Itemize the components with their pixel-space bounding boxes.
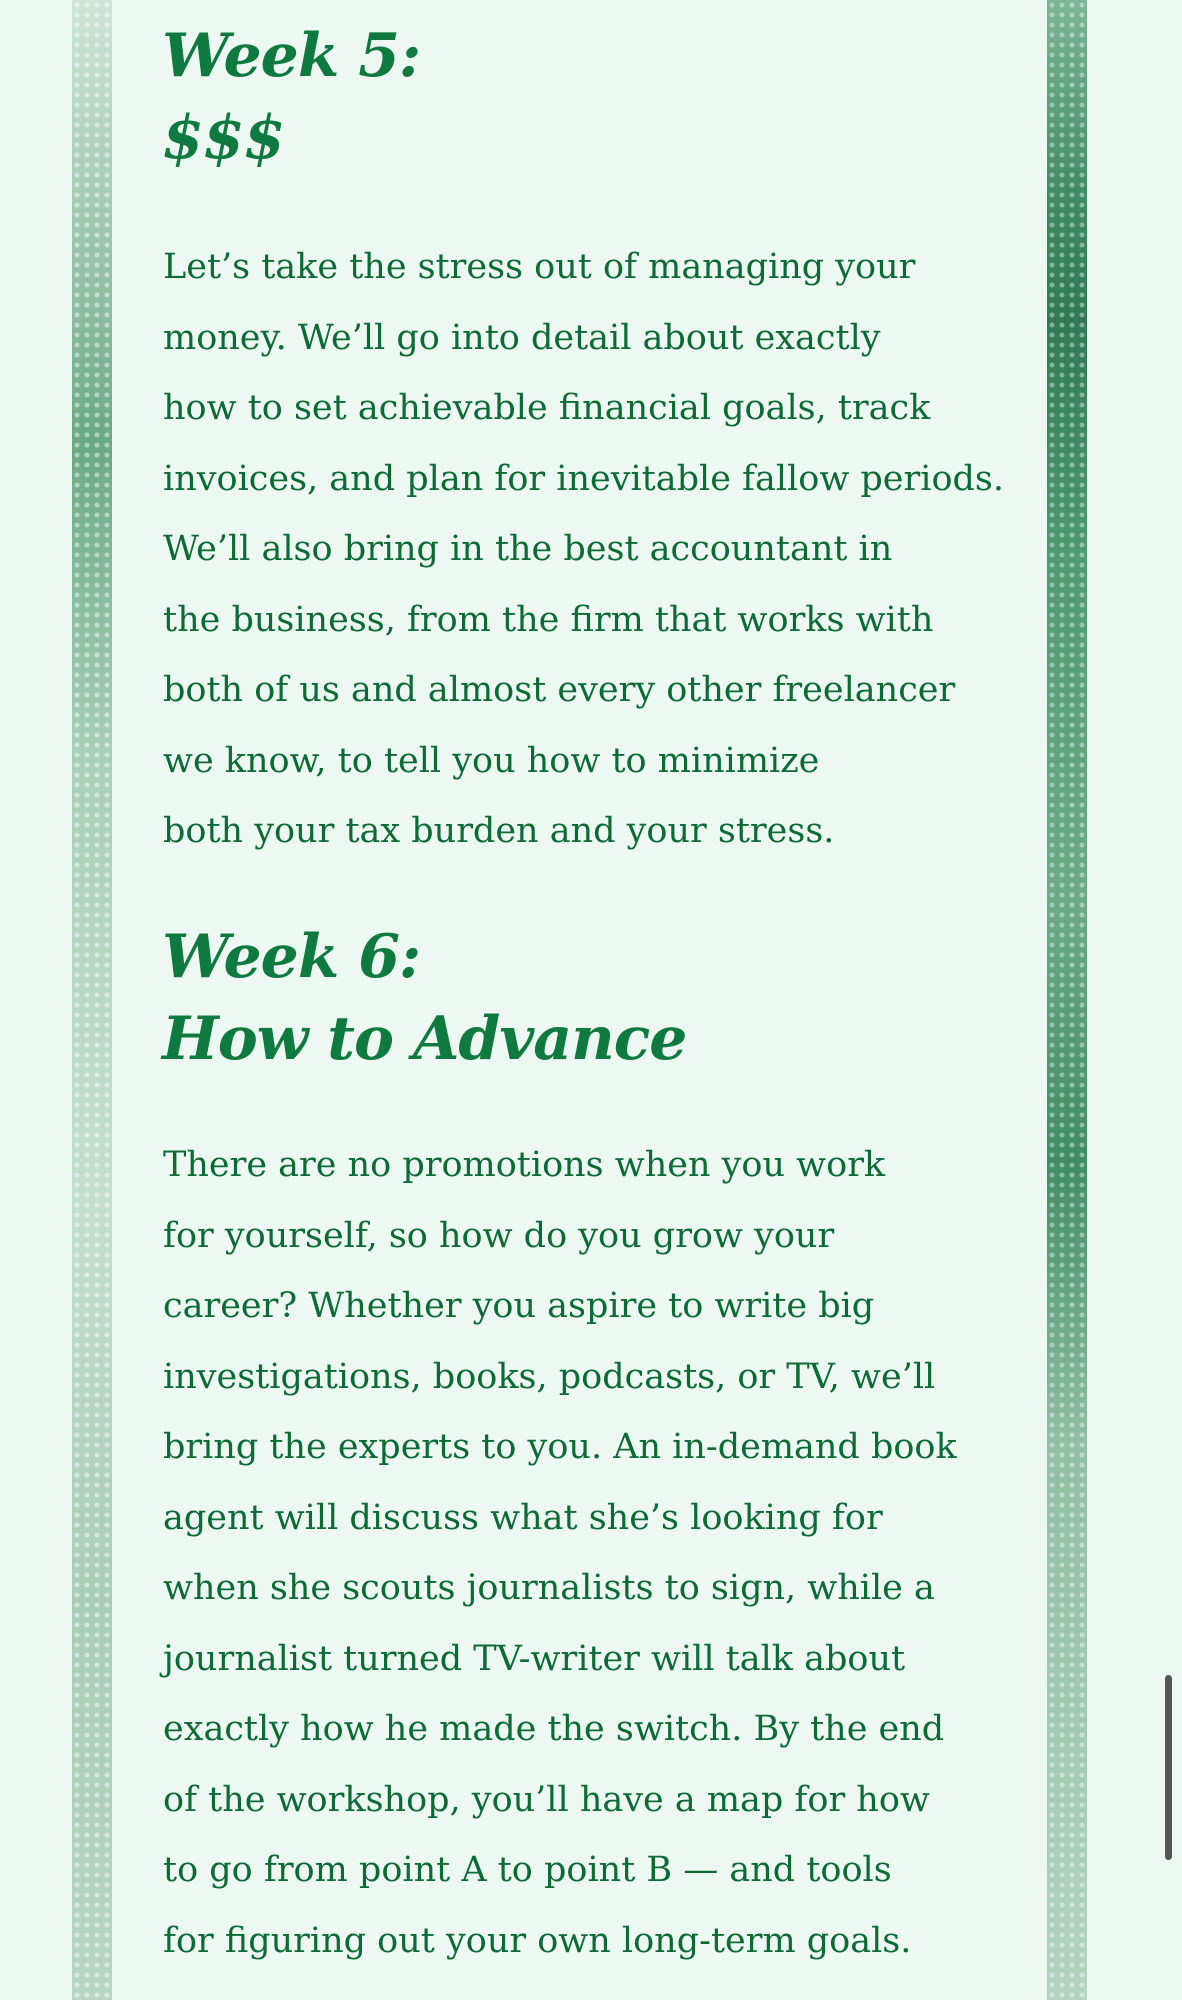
week6-title-line1: Week 6: [162, 922, 421, 992]
week6-line: when she scouts journalists to sign, while a [163, 1568, 935, 1608]
week5-paragraph [163, 232, 1003, 867]
week6-line: There are no promotions when you work [163, 1145, 886, 1185]
week6-line: to go from point A to point B — and tools [163, 1850, 892, 1890]
week6-line: journalist turned TV-writer will talk about [163, 1638, 906, 1679]
week5-line: Let’s take the stress out of managing your [163, 247, 916, 287]
article-content [112, 0, 1047, 2000]
week5-line: invoices, and plan for inevitable fallow periods. [163, 458, 1005, 499]
week6-line: exactly how he made the switch. By the end [163, 1709, 945, 1749]
week6-paragraph [163, 1130, 1003, 1976]
week5-title-line2: $$$ [162, 103, 285, 173]
week5-line: both your tax burden and your stress. [163, 811, 835, 851]
week6-line: career? Whether you aspire to write big [163, 1286, 875, 1326]
left-decorative-band [72, 0, 116, 2000]
week5-line: we know, to tell you how to minimize [163, 740, 820, 781]
week6-title-line2: How to Advance [162, 1004, 687, 1074]
week5-line: money. We’ll go into detail about exactly [163, 317, 881, 358]
right-decorative-band [1047, 0, 1087, 2000]
week6-line: investigations, books, podcasts, or TV, we’ll [163, 1356, 936, 1397]
week5-line: how to set achievable financial goals, track [163, 388, 931, 428]
week5-line: We’ll also bring in the best accountant in [163, 529, 893, 569]
week6-line: bring the experts to you. An in-demand book [163, 1427, 957, 1467]
week6-line: for figuring out your own long-term goals. [163, 1920, 912, 1961]
week6-line: for yourself, so how do you grow your [163, 1215, 835, 1256]
week6-line: agent will discuss what she’s looking for [163, 1497, 883, 1538]
week5-line: the business, from the firm that works with [163, 599, 934, 640]
week5-line: both of us and almost every other freelancer [163, 670, 956, 710]
week5-title-line1: Week 5: [162, 21, 421, 91]
vertical-scrollbar[interactable] [1165, 1675, 1172, 1860]
week6-line: of the workshop, you’ll have a map for how [163, 1779, 930, 1820]
week5-heading [162, 15, 420, 179]
week6-heading [162, 916, 686, 1080]
